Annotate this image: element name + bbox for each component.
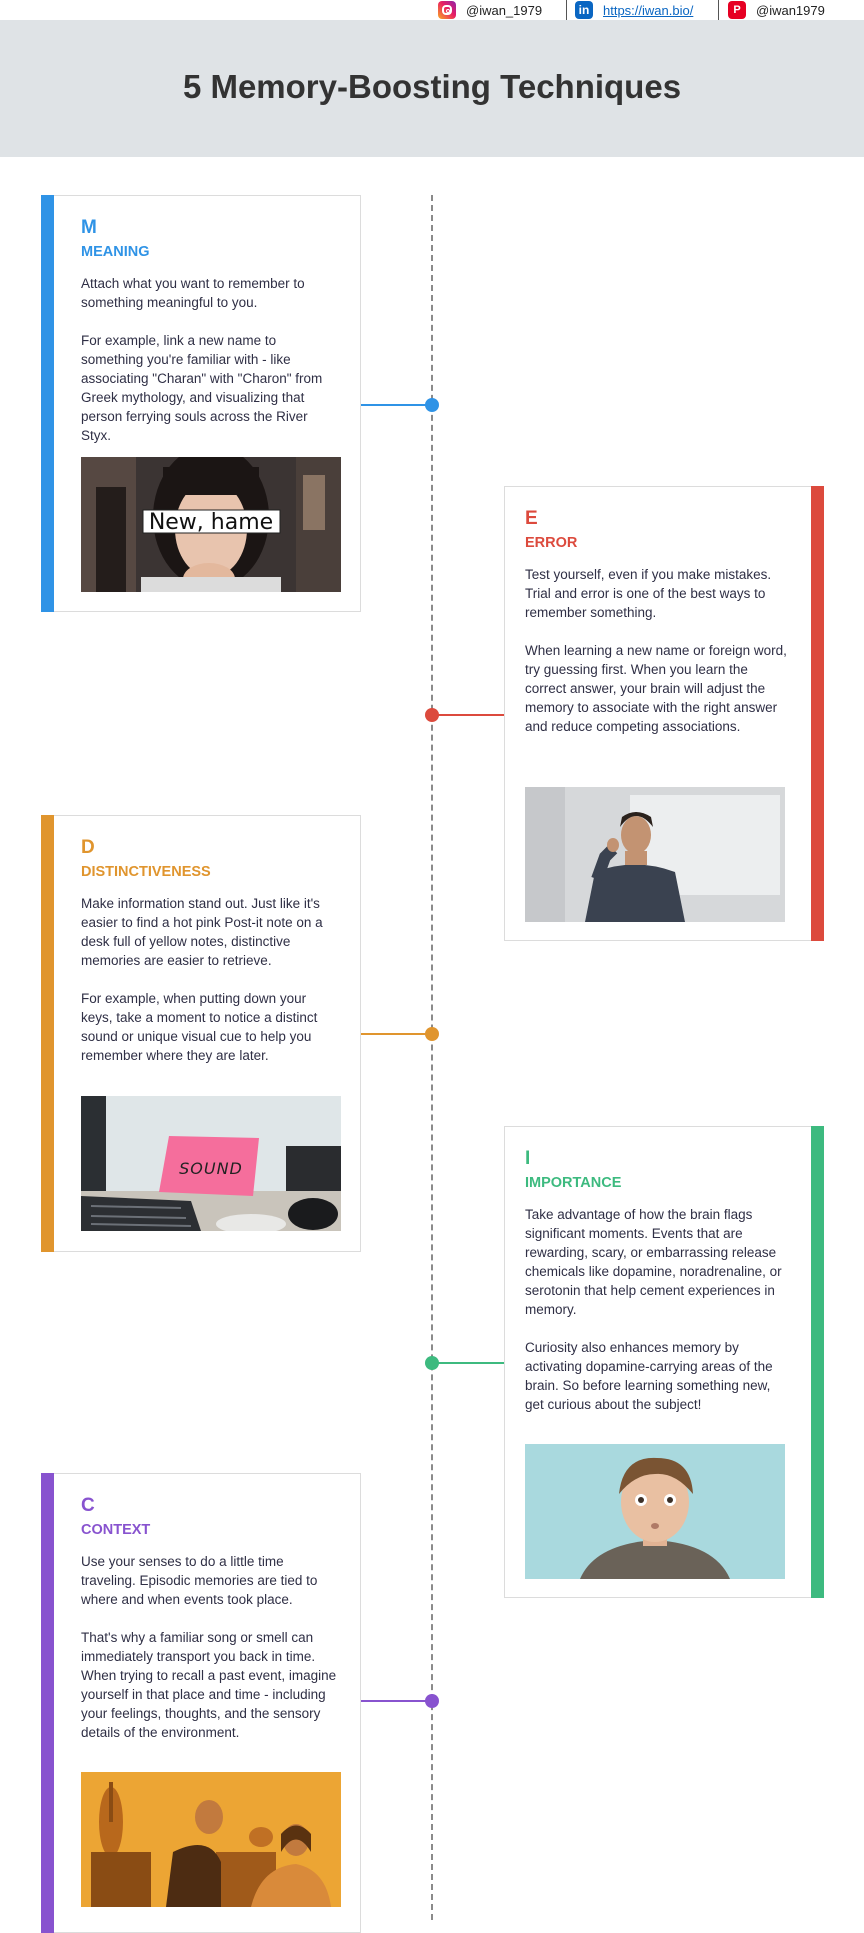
photo-man-gesturing (525, 787, 785, 922)
card-text-primary: Attach what you want to remember to something meaningful to you. (81, 276, 305, 310)
accent-bar (811, 486, 824, 941)
card-letter: M (81, 217, 97, 238)
timeline-dot-error (425, 708, 439, 722)
timeline-dot-meaning (425, 398, 439, 412)
card-heading: MEANING (81, 244, 150, 260)
timeline-dot-context (425, 1694, 439, 1708)
card-text-example: When learning a new name or foreign word, try guessing first. When you learn the correct answer, your brain will adjust the memory to associate with the right answer and reduce competing associations. (525, 643, 787, 734)
card-letter: C (81, 1495, 95, 1516)
separator (566, 0, 567, 20)
card-text-example: For example, link a new name to something you're familiar with - like associating "Charan" with "Charon" from Greek mythology, and visualizing that person ferrying souls across the River Styx. (81, 333, 323, 443)
separator (718, 0, 719, 20)
linkedin-url[interactable]: https://iwan.bio/ (603, 2, 694, 18)
card-heading: CONTEXT (81, 1522, 151, 1538)
card-text-primary: Test yourself, even if you make mistakes. Trial and error is one of the best ways to remember something. (525, 567, 772, 620)
accent-bar (41, 195, 54, 612)
photo-woman-thinking (81, 457, 341, 592)
linkedin-icon: in (575, 1, 593, 19)
card-text-example: For example, when putting down your keys, take a moment to notice a distinct sound or unique visual cue to help you remember where they are later. (81, 991, 318, 1063)
card-heading: ERROR (525, 535, 578, 551)
card-importance (504, 1126, 824, 1598)
page-title: 5 Memory-Boosting Techniques (182, 68, 682, 105)
connector-meaning (361, 404, 431, 406)
pinterest-icon: P (728, 1, 746, 19)
pinterest-handle: @iwan1979 (756, 2, 825, 18)
timeline-dot-distinctiveness (425, 1027, 439, 1041)
card-letter: D (81, 837, 95, 858)
card-distinctiveness (41, 815, 361, 1252)
photo-curious-boy (525, 1444, 785, 1579)
connector-importance (431, 1362, 504, 1364)
connector-context (361, 1700, 431, 1702)
card-heading: DISTINCTIVENESS (81, 864, 211, 880)
linkedin-link[interactable] (575, 0, 693, 20)
card-text-primary: Make information stand out. Just like it's easier to find a hot pink Post-it note on a desk full of yellow notes, distinctive memories are easier to retrieve. (81, 896, 323, 968)
instagram-link[interactable] (438, 0, 542, 20)
accent-bar (41, 815, 54, 1252)
social-bar (0, 0, 864, 20)
card-text-example: That's why a familiar song or smell can immediately transport you back in time. When trying to recall a past event, imagine yourself in that place and time - including your feelings, thoughts, and the sensory details of the environment. (81, 1630, 337, 1740)
connector-distinctiveness (361, 1033, 431, 1035)
connector-error (431, 714, 504, 716)
card-meaning (41, 195, 361, 612)
photo-pink-sticky-note (81, 1096, 341, 1231)
photo-music-room (81, 1772, 341, 1907)
image-caption: New, hame (148, 510, 274, 535)
timeline-dot-importance (425, 1356, 439, 1370)
accent-bar (811, 1126, 824, 1598)
card-text-example: Curiosity also enhances memory by activating dopamine-carrying areas of the brain. So before learning something new, get curious about the subject! (525, 1340, 773, 1412)
card-letter: I (525, 1148, 531, 1169)
card-text-primary: Take advantage of how the brain flags significant moments. Events that are rewarding, scary, or embarrassing release chemicals like dopamine, noradrenaline, or serotonin that help cement experiences in memory. (525, 1207, 782, 1317)
instagram-handle: @iwan_1979 (466, 2, 543, 18)
image-caption: SOUND (179, 1159, 243, 1178)
timeline-line (431, 195, 433, 1920)
card-text-primary: Use your senses to do a little time traveling. Episodic memories are tied to where and when events took place. (81, 1554, 318, 1607)
card-context (41, 1473, 361, 1933)
accent-bar (41, 1473, 54, 1933)
instagram-icon (438, 1, 456, 19)
pinterest-link[interactable] (728, 0, 825, 20)
card-letter: E (525, 508, 538, 529)
card-error (504, 486, 824, 941)
card-heading: IMPORTANCE (525, 1175, 622, 1191)
header-banner (0, 20, 864, 157)
